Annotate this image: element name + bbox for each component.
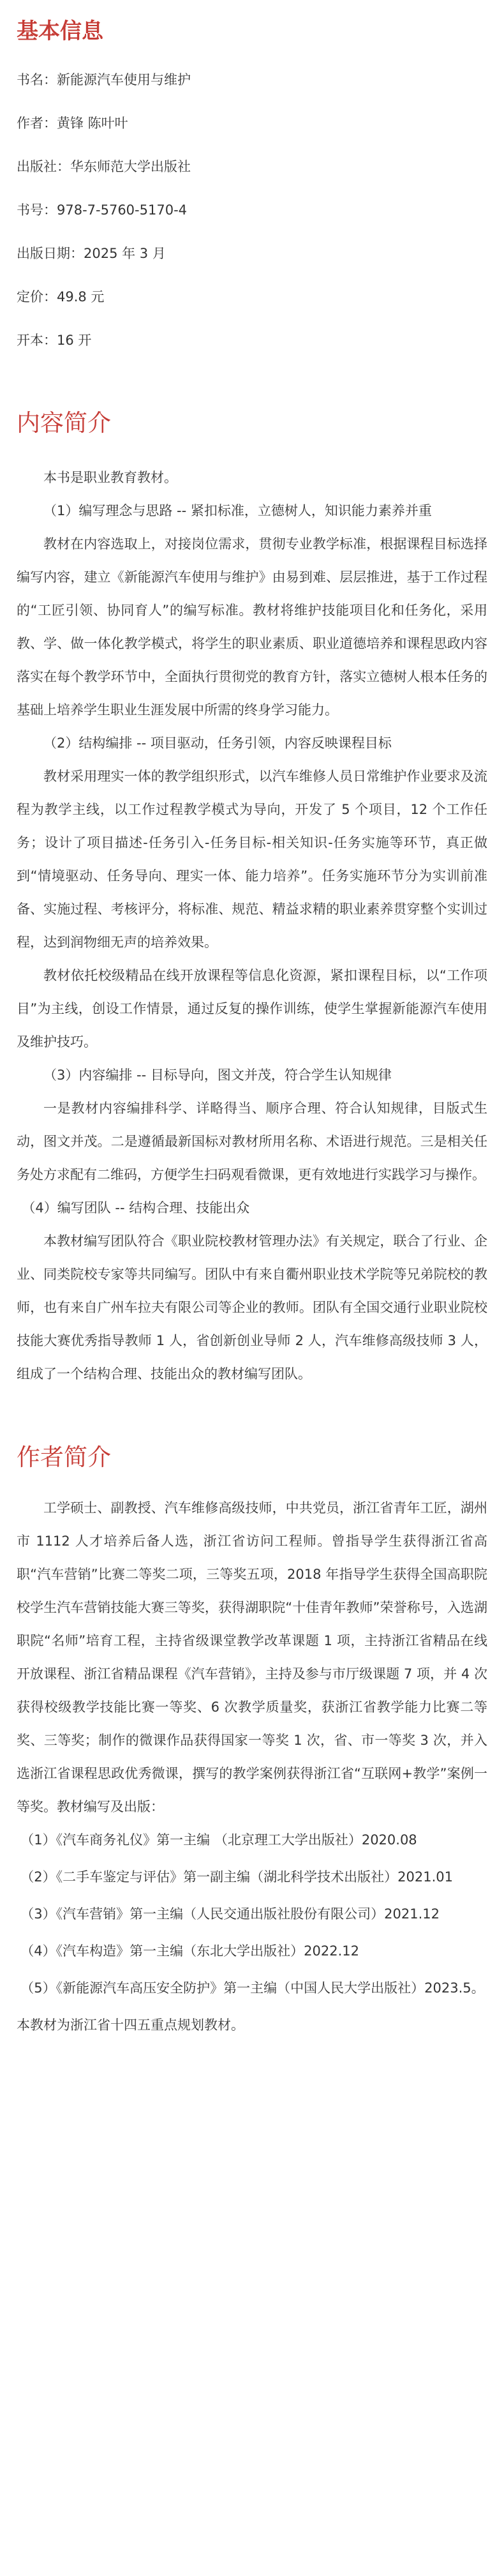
intro-paragraph: 教材依托校级精品在线开放课程等信息化资源，紧扣课程目标，以“工作项目”为主线，创设工作情景，通过反复的操作训练，使学生掌握新能源汽车使用及维护技巧。: [17, 968, 487, 1050]
basic-info-title: 书名：新能源汽车使用与维护: [17, 72, 191, 87]
intro-paragraph: 本书是职业教育教材。: [43, 470, 177, 485]
basic-info-isbn: 书号：978-7-5760-5170-4: [17, 202, 188, 218]
intro-body: [17, 461, 487, 1390]
basic-info-price: 定价：49.8 元: [17, 289, 105, 305]
intro-subheading: （4）编写团队 -- 结构合理、技能出众: [22, 1200, 250, 1216]
basic-info-section: [17, 0, 487, 350]
author-heading: 作者简介: [17, 1443, 111, 1471]
basic-info-format: 开本：16 开: [17, 333, 92, 348]
author-work-item: （3）《汽车营销》第一主编（人民交通出版社股份有限公司）2021.12: [20, 1906, 440, 1922]
author-works-list: [17, 1823, 487, 2005]
intro-subheading: （3）内容编排 -- 目标导向，图文并茂，符合学生认知规律: [43, 1067, 392, 1083]
author-work-item: （1）《汽车商务礼仪》第一主编 （北京理工大学出版社）2020.08: [20, 1832, 417, 1848]
basic-info-authors: 作者：黄锋 陈叶叶: [17, 116, 128, 131]
author-work-item: （4）《汽车构造》第一主编（东北大学出版社）2022.12: [20, 1943, 359, 1959]
basic-info-publisher: 出版社：华东师范大学出版社: [17, 159, 191, 174]
intro-heading: 内容简介: [17, 409, 111, 437]
author-section: [17, 1442, 487, 2042]
intro-subheading: （2）结构编排 -- 项目驱动，任务引领，内容反映课程目标: [43, 735, 392, 751]
intro-paragraph: 教材在内容选取上，对接岗位需求，贯彻专业教学标准，根据课程目标选择编写内容，建立《新能源汽车使用与维护》由易到难、层层推进，基于工作过程的“工匠引领、协同育人”的编写标准。教材将维护技能项目化和任务化，采用教、学、做一体化教学模式，将学生的职业素质、职业道德培养和课程思政内容落实在每个教学环节中，全面执行贯彻党的教育方针，落实立德树人根本任务的基础上培养学生职业生涯发展中所需的终身学习能力。: [17, 536, 487, 718]
author-bio-paragraph: 工学硕士、副教授、汽车维修高级技师，中共党员，浙江省青年工匠，湖州市 1112 人才培养后备人选，浙江省访问工程师。曾指导学生获得浙江省高职“汽车营销”比赛二等奖二项，三等奖五项，2018 年指导学生获得全国高职院校学生汽车营销技能大赛三等奖，获得湖职院“十佳青年教师”荣誉称号，入选湖职院“名师”培育工程，主持省级课堂教学改革课题 1 项，主持浙江省精品在线开放课程、浙江省精品课程《汽车营销》，主持及参与市厅级课题 7 项，并 4 次获得校级教学技能比赛一等奖、6 次教学质量奖，获浙江省教学能力比赛二等奖、三等奖；制作的微课作品获得国家一等奖 1 次，省、市一等奖 3 次，并入选浙江省课程思政优秀微课，撰写的教学案例获得浙江省“互联网+教学”案例一等奖。教材编写及出版：: [17, 1500, 487, 1814]
author-body: [17, 1491, 487, 2042]
intro-section: [17, 407, 487, 1390]
author-work-item: （5）《新能源汽车高压安全防护》第一主编（中国人民大学出版社）2023.5。: [20, 1980, 485, 1996]
intro-paragraph: 一是教材内容编排科学、详略得当、顺序合理、符合认知规律，目版式生动，图文并茂。二是遵循最新国标对教材所用名称、术语进行规范。三是相关任务处方求配有二维码，方便学生扫码观看微课，更有效地进行实践学习与操作。: [17, 1101, 487, 1182]
intro-subheading: （1）编写理念与思路 -- 紧扣标准，立德树人，知识能力素养并重: [43, 503, 432, 518]
basic-info-heading: 基本信息: [17, 19, 103, 44]
intro-paragraph: 教材采用理实一体的教学组织形式，以汽车维修人员日常维护作业要求及流程为教学主线，以工作过程教学模式为导向，开发了 5 个项目，12 个工作任务；设计了项目描述-任务引入-任务目标-相关知识-任务实施等环节，真正做到“情境驱动、任务导向、理实一体、能力培养”。任务实施环节分为实训前准备、实施过程、考核评分，将标准、规范、精益求精的职业素养贯穿整个实训过程，达到润物细无声的培养效果。: [17, 769, 487, 950]
author-closing-note: 本教材为浙江省十四五重点规划教材。: [17, 2017, 244, 2033]
basic-info-publish-date: 出版日期：2025 年 3 月: [17, 246, 166, 261]
basic-info-list: [17, 70, 487, 350]
intro-paragraph: 本教材编写团队符合《职业院校教材管理办法》有关规定，联合了行业、企业、同类院校专家等共同编写。团队中有来自衢州职业技术学院等兄弟院校的教师，也有来自广州车拉夫有限公司等企业的教师。团队有全国交通行业职业院校技能大赛优秀指导教师 1 人，省创新创业导师 2 人，汽车维修高级技师 3 人，组成了一个结构合理、技能出众的教材编写团队。: [17, 1233, 487, 1382]
author-work-item: （2）《二手车鉴定与评估》第一副主编（湖北科学技术出版社）2021.01: [20, 1869, 453, 1885]
